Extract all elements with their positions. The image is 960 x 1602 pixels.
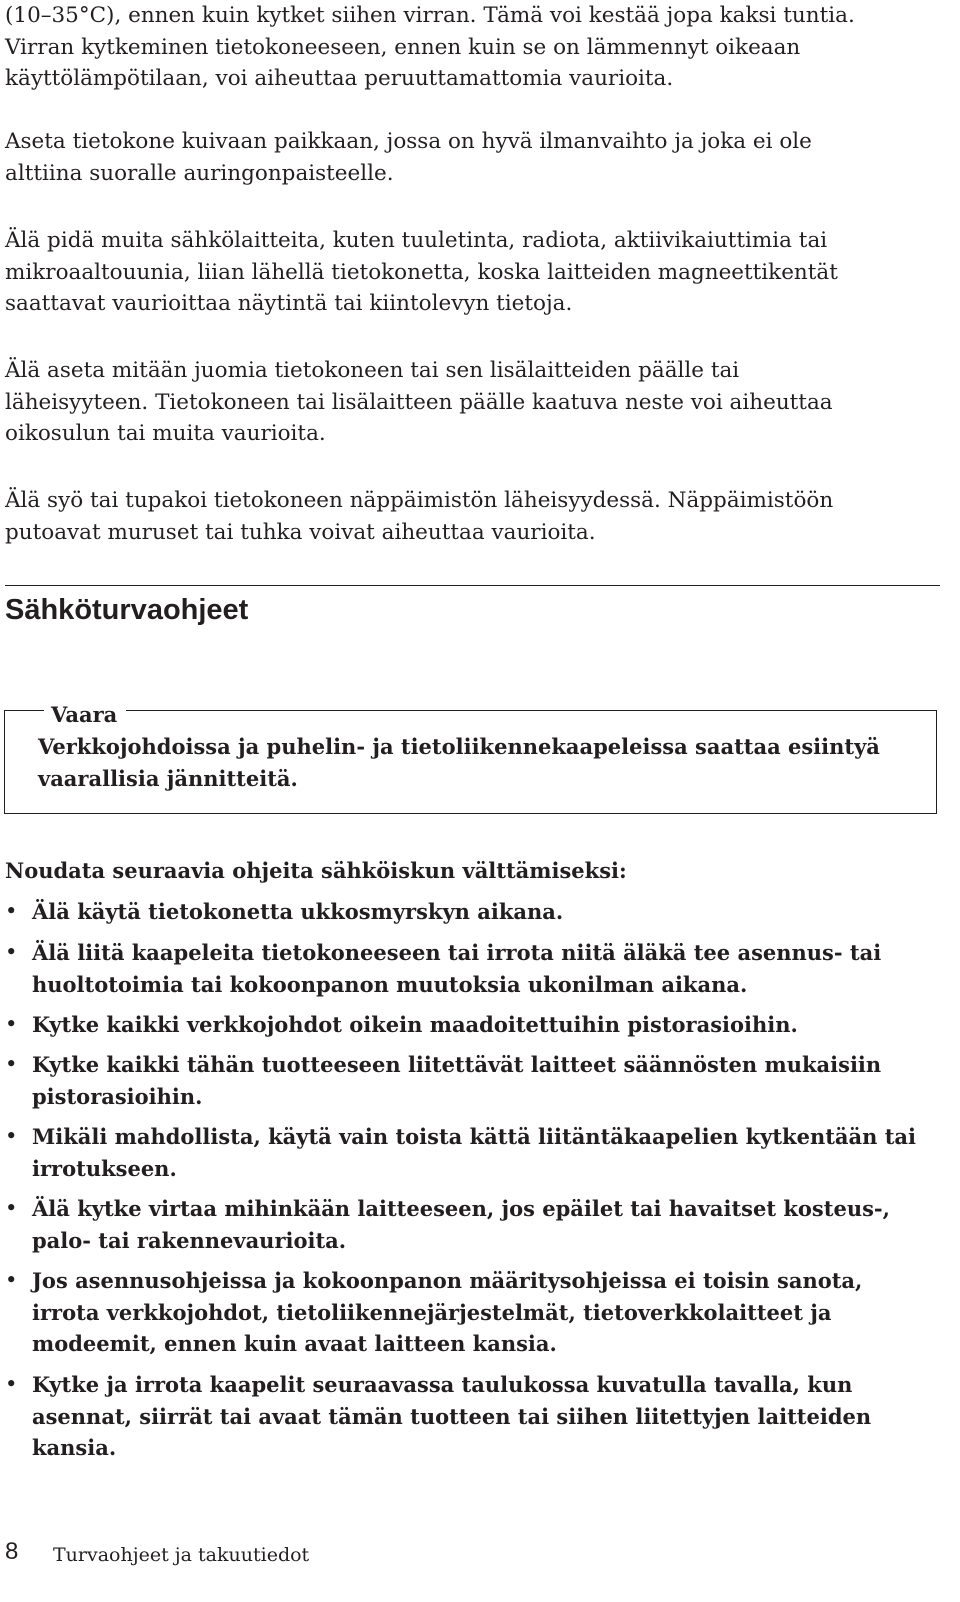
text-line: Kytke ja irrota kaapelit seuraavassa taulukossa kuvatulla tavalla, kun xyxy=(32,1372,853,1397)
list-item-text xyxy=(32,1193,890,1256)
text-line: irrota verkkojohdot, tietoliikennejärjestelmät, tietoverkkolaitteet ja xyxy=(32,1299,832,1325)
text-line: Jos asennusohjeissa ja kokoonpanon määritysohjeissa ei toisin sanota, xyxy=(32,1268,863,1293)
bullet-icon: • xyxy=(5,1268,18,1292)
running-title: Turvaohjeet ja takuutiedot xyxy=(53,1544,310,1566)
bullet-icon: • xyxy=(5,1012,18,1036)
text-line: Älä käytä tietokonetta ukkosmyrskyn aikana. xyxy=(32,899,564,924)
paragraph-ventilation xyxy=(5,126,940,189)
paragraph-liquids xyxy=(5,355,940,450)
text-line: saattavat vaurioittaa näytintä tai kiintolevyn tietoja. xyxy=(5,291,573,316)
text-line: oikosulun tai muita vaurioita. xyxy=(5,421,326,446)
text-line: Älä aseta mitään juomia tietokoneen tai sen lisälaitteiden päälle tai xyxy=(5,358,740,383)
list-item-text xyxy=(32,1121,916,1184)
list-item-text xyxy=(32,1265,862,1360)
text-line: modeemit, ennen kuin avaat laitteen kansia. xyxy=(32,1331,557,1356)
text-line: (10–35°C), ennen kuin kytket siihen virran. Tämä voi kestää jopa kaksi tuntia. xyxy=(5,3,855,28)
text-line: huoltotoimia tai kokoonpanon muutoksia ukonilman aikana. xyxy=(32,971,748,997)
text-line: Aseta tietokone kuivaan paikkaan, jossa on hyvä ilmanvaihto ja joka ei ole xyxy=(5,129,812,154)
text-line: asennat, siirrät tai avaat tämän tuotteen tai siihen liitettyjen laitteiden xyxy=(32,1403,872,1429)
text-line: alttiina suoralle auringonpaisteelle. xyxy=(5,160,394,186)
text-line: palo- tai rakennevaurioita. xyxy=(32,1227,347,1253)
bullet-icon: • xyxy=(5,940,18,964)
list-item-text xyxy=(32,896,563,928)
danger-label: Vaara xyxy=(44,700,126,730)
text-line: Mikäli mahdollista, käytä vain toista kättä liitäntäkaapelien kytkentään tai xyxy=(32,1124,916,1149)
text-line: Kytke kaikki verkkojohdot oikein maadoitettuihin pistorasioihin. xyxy=(32,1012,798,1037)
text-line: käyttölämpötilaan, voi aiheuttaa peruuttamattomia vaurioita. xyxy=(5,66,674,91)
bullet-icon: • xyxy=(5,899,18,923)
text-line: Älä liitä kaapeleita tietokoneeseen tai irrota niitä äläkä tee asennus- tai xyxy=(32,940,882,965)
text-line: pistorasioihin. xyxy=(32,1083,203,1109)
text-line: irrotukseen. xyxy=(32,1155,177,1181)
section-divider xyxy=(5,585,940,586)
danger-statement xyxy=(38,731,880,795)
bullet-icon: • xyxy=(5,1124,18,1148)
instructions-lead: Noudata seuraavia ohjeita sähköiskun välttämiseksi: xyxy=(5,858,627,883)
page-number: 8 xyxy=(5,1538,19,1565)
text-line: putoavat muruset tai tuhka voivat aiheuttaa vaurioita. xyxy=(5,519,596,545)
text-line: Kytke kaikki tähän tuotteeseen liitettävät laitteet säännösten mukaisiin xyxy=(32,1052,882,1077)
text-line: läheisyyteen. Tietokoneen tai lisälaitteen päälle kaatuva neste voi aiheuttaa xyxy=(5,389,833,415)
list-item-text xyxy=(32,1009,798,1041)
paragraph-operating-temperature xyxy=(5,0,940,95)
list-item-text xyxy=(32,1049,881,1112)
text-line: Älä syö tai tupakoi tietokoneen näppäimistön läheisyydessä. Näppäimistöön xyxy=(5,488,834,513)
text-line: Älä pidä muita sähkölaitteita, kuten tuuletinta, radiota, aktiivikaiuttimia tai xyxy=(5,228,828,253)
text-line: Verkkojohdoissa ja puhelin- ja tietoliikennekaapeleissa saattaa esiintyä xyxy=(38,734,880,759)
paragraph-magnetic-fields xyxy=(5,225,940,320)
text-line: vaarallisia jännitteitä. xyxy=(38,766,298,791)
text-line: Älä kytke virtaa mihinkään laitteeseen, jos epäilet tai havaitset kosteus-, xyxy=(32,1196,890,1221)
bullet-icon: • xyxy=(5,1196,18,1220)
bullet-icon: • xyxy=(5,1052,18,1076)
paragraph-food-smoking xyxy=(5,485,940,548)
bullet-icon: • xyxy=(5,1372,18,1396)
text-line: mikroaaltouunia, liian lähellä tietokonetta, koska laitteiden magneettikentät xyxy=(5,259,838,285)
text-line: Virran kytkeminen tietokoneeseen, ennen kuin se on lämmennyt oikeaan xyxy=(5,34,801,60)
text-line: kansia. xyxy=(32,1435,117,1460)
section-title: Sähköturvaohjeet xyxy=(5,594,249,626)
list-item-text xyxy=(32,937,881,1000)
list-item-text xyxy=(32,1369,871,1464)
